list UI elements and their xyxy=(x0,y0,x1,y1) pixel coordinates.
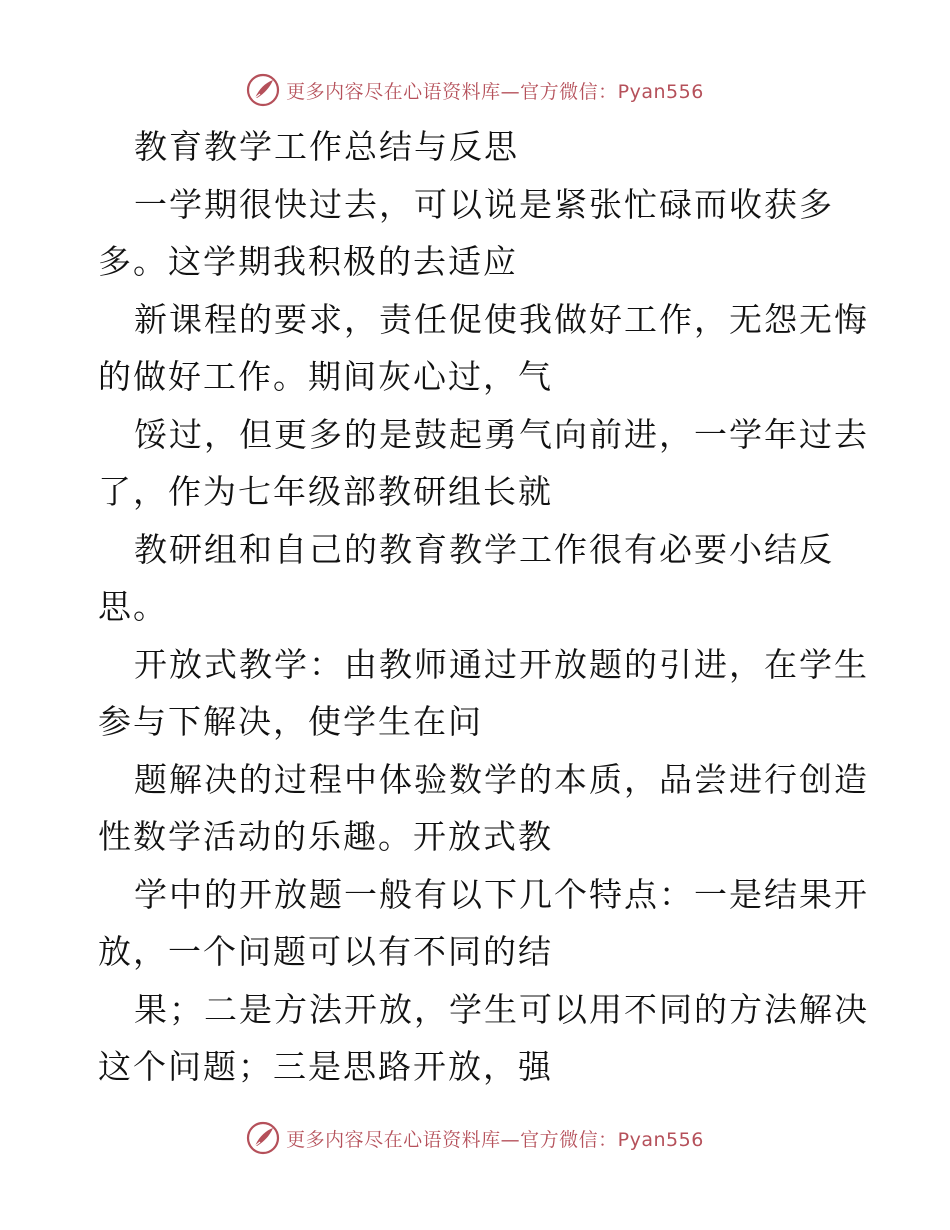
text-line: 放，一个问题可以有不同的结 xyxy=(98,932,553,971)
text-line: 学中的开放题一般有以下几个特点：一是结果开 xyxy=(134,874,869,914)
quill-pen-logo-icon xyxy=(246,73,280,107)
text-line: 多。这学期我积极的去适应 xyxy=(98,242,518,281)
text-line: 性数学活动的乐趣。开放式教 xyxy=(98,817,553,856)
text-line: 了，作为七年级部教研组长就 xyxy=(98,472,553,511)
text-line: 一学期很快过去，可以说是紧张忙碌而收获多 xyxy=(134,184,834,224)
text-line: 馁过，但更多的是鼓起勇气向前进，一学年过去 xyxy=(134,414,869,454)
quill-pen-logo-icon xyxy=(246,1121,280,1155)
text-line: 这个问题；三是思路开放，强 xyxy=(98,1047,553,1086)
document-body xyxy=(98,118,869,1096)
text-line: 题解决的过程中体验数学的本质，品尝进行创造 xyxy=(134,759,869,799)
text-line: 参与下解决，使学生在问 xyxy=(98,702,483,741)
footer-watermark xyxy=(0,1118,950,1158)
header-watermark xyxy=(0,70,950,110)
footer-watermark-text: 更多内容尽在心语资料库—官方微信：Pyan556 xyxy=(286,1128,704,1151)
text-line: 思。 xyxy=(98,587,168,626)
header-watermark-text: 更多内容尽在心语资料库—官方微信：Pyan556 xyxy=(286,80,704,103)
text-line: 教研组和自己的教育教学工作很有必要小结反 xyxy=(134,529,834,569)
text-line: 新课程的要求，责任促使我做好工作，无怨无悔 xyxy=(134,299,869,339)
text-line: 的做好工作。期间灰心过，气 xyxy=(98,357,553,396)
document-title: 教育教学工作总结与反思 xyxy=(134,127,519,166)
text-line: 开放式教学：由教师通过开放题的引进，在学生 xyxy=(134,644,869,684)
text-line: 果；二是方法开放，学生可以用不同的方法解决 xyxy=(134,989,869,1029)
